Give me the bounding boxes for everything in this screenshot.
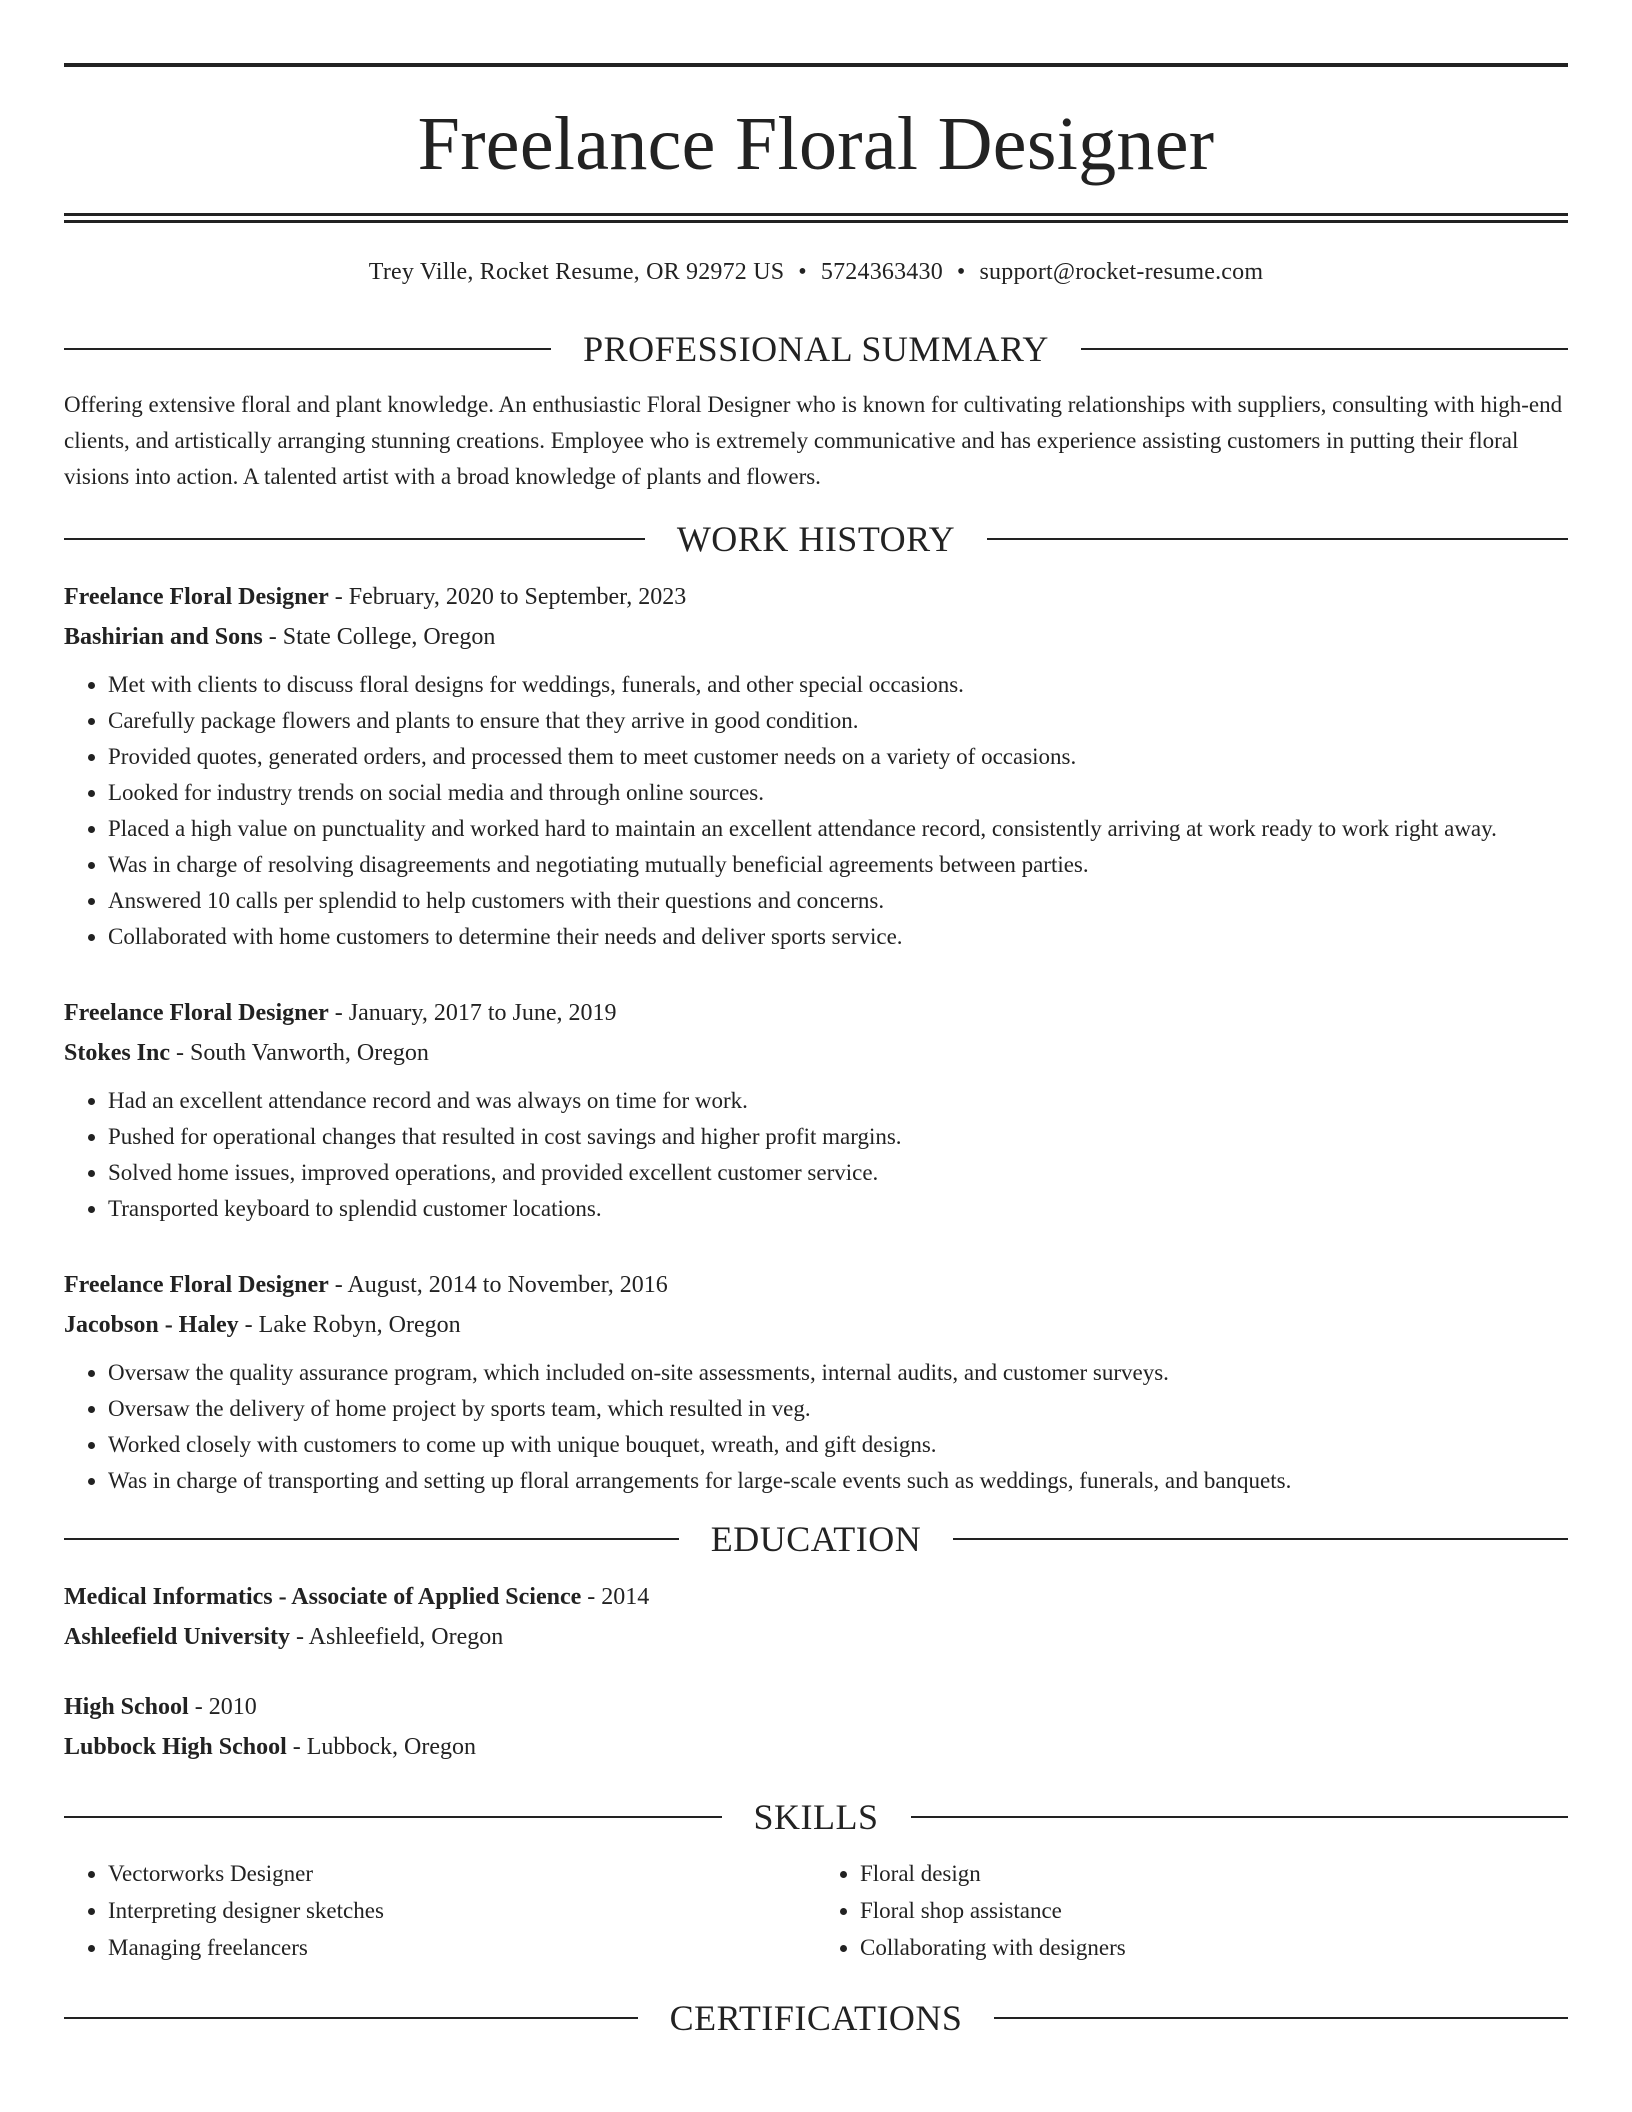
list-item: • Oversaw the quality assurance program, which included on-site assessments, internal audits, and customer surveys. <box>108 1355 1568 1391</box>
section-rule <box>1081 348 1568 350</box>
skill-item: • Floral design <box>860 1855 1568 1892</box>
job-dates: - February, 2020 to September, 2023 <box>328 584 687 610</box>
section-title: WORK HISTORY <box>676 519 956 559</box>
section-rule <box>987 538 1568 540</box>
education-entry <box>64 1687 1568 1767</box>
list-item: • Met with clients to discuss floral designs for weddings, funerals, and other special occasions. <box>108 667 1568 703</box>
skills-grid <box>64 1855 1568 1966</box>
section-heading-work <box>64 517 1568 561</box>
job-company: Jacobson - Haley <box>64 1312 239 1338</box>
job-company: Bashirian and Sons <box>64 624 263 650</box>
section-rule <box>64 1538 679 1540</box>
school-line <box>64 1727 1568 1767</box>
list-item: • Provided quotes, generated orders, and processed them to meet customer needs on a variety of occasions. <box>108 739 1568 775</box>
list-item: • Placed a high value on punctuality and worked hard to maintain an excellent attendance record, consistently arriving at work ready to work right away. <box>108 811 1568 847</box>
summary-text: Offering extensive floral and plant knowledge. An enthusiastic Floral Designer who is known for cultivating relationships with suppliers, consulting with high-end clients, and artistically arranging stunning creations. Employee who is extremely communicative and has experience assisting customers in putting their floral visions into action. A talented artist with a broad knowledge of plants and flowers. <box>64 392 1563 489</box>
list-item: • Was in charge of resolving disagreements and negotiating mutually beneficial agreements between parties. <box>108 847 1568 883</box>
contact-line <box>64 257 1568 287</box>
job-location: - State College, Oregon <box>262 624 496 650</box>
section-rule <box>64 1816 722 1818</box>
school-line <box>64 1617 1568 1657</box>
job-bullets <box>64 667 1568 955</box>
list-item: • Oversaw the delivery of home project by sports team, which resulted in veg. <box>108 1391 1568 1427</box>
contact-separator: • <box>798 259 807 285</box>
school-location: - Ashleefield, Oregon <box>289 1624 504 1650</box>
job-bullets <box>64 1083 1568 1227</box>
top-rule <box>64 63 1568 67</box>
degree: High School <box>64 1694 189 1720</box>
section-rule <box>64 2017 638 2019</box>
resume-page <box>64 0 1568 2040</box>
skill-item: • Floral shop assistance <box>860 1892 1568 1929</box>
contact-separator: • <box>956 259 966 285</box>
school: Ashleefield University <box>64 1624 290 1650</box>
skill-item: • Interpreting designer sketches <box>108 1892 816 1929</box>
job-location: - Lake Robyn, Oregon <box>238 1312 461 1338</box>
section-heading-skills <box>64 1795 1568 1839</box>
job-dates: - January, 2017 to June, 2019 <box>328 1000 617 1026</box>
section-title: PROFESSIONAL SUMMARY <box>583 329 1049 369</box>
degree-year: - 2014 <box>581 1584 650 1610</box>
education-entry <box>64 1577 1568 1657</box>
job-title: Freelance Floral Designer <box>64 584 329 610</box>
list-item: • Solved home issues, improved operations, and provided excellent customer service. <box>108 1155 1568 1191</box>
contact-address: Trey Ville, Rocket Resume, OR 92972 US <box>368 259 785 285</box>
skill-item: • Managing freelancers <box>108 1929 816 1966</box>
job-location: - South Vanworth, Oregon <box>170 1040 429 1066</box>
degree-year: - 2010 <box>188 1694 257 1720</box>
list-item: • Was in charge of transporting and setting up floral arrangements for large-scale events such as weddings, funerals, and banquets. <box>108 1463 1568 1499</box>
job-dates: - August, 2014 to November, 2016 <box>328 1272 668 1298</box>
list-item: • Collaborated with home customers to determine their needs and deliver sports service. <box>108 919 1568 955</box>
skill-item: • Collaborating with designers <box>860 1929 1568 1966</box>
section-rule <box>994 2017 1568 2019</box>
section-title: EDUCATION <box>710 1519 922 1559</box>
job-title-line <box>64 1265 1568 1305</box>
work-entry <box>64 993 1568 1227</box>
list-item: • Pushed for operational changes that resulted in cost savings and higher profit margins. <box>108 1119 1568 1155</box>
list-item: • Answered 10 calls per splendid to help customers with their questions and concerns. <box>108 883 1568 919</box>
job-company-line <box>64 617 1568 657</box>
work-entry <box>64 1265 1568 1499</box>
job-bullets <box>64 1355 1568 1499</box>
degree-line <box>64 1577 1568 1617</box>
section-heading-summary <box>64 327 1568 371</box>
degree-line <box>64 1687 1568 1727</box>
section-rule <box>953 1538 1568 1540</box>
section-title: SKILLS <box>753 1797 879 1837</box>
list-item: • Looked for industry trends on social media and through online sources. <box>108 775 1568 811</box>
job-title-line <box>64 577 1568 617</box>
header-double-rule <box>64 213 1568 223</box>
list-item: • Transported keyboard to splendid customer locations. <box>108 1191 1568 1227</box>
section-rule <box>64 538 645 540</box>
job-company-line <box>64 1033 1568 1073</box>
skill-item: • Vectorworks Designer <box>108 1855 816 1892</box>
section-rule <box>911 1816 1569 1818</box>
section-heading-education <box>64 1517 1568 1561</box>
job-company: Stokes Inc <box>64 1040 171 1066</box>
section-title: CERTIFICATIONS <box>669 1998 963 2038</box>
skills-column-left <box>64 1855 816 1966</box>
job-title: Freelance Floral Designer <box>64 1272 329 1298</box>
job-title: Freelance Floral Designer <box>64 1000 329 1026</box>
section-rule <box>64 348 551 350</box>
section-heading-certifications <box>64 1996 1568 2040</box>
job-company-line <box>64 1305 1568 1345</box>
resume-name: Freelance Floral Designer <box>417 102 1215 186</box>
school-location: - Lubbock, Oregon <box>286 1734 477 1760</box>
degree: Medical Informatics - Associate of Applied Science <box>64 1584 582 1610</box>
skills-column-right <box>816 1855 1568 1966</box>
list-item: • Worked closely with customers to come up with unique bouquet, wreath, and gift designs. <box>108 1427 1568 1463</box>
list-item: • Had an excellent attendance record and was always on time for work. <box>108 1083 1568 1119</box>
list-item: • Carefully package flowers and plants to ensure that they arrive in good condition. <box>108 703 1568 739</box>
job-title-line <box>64 993 1568 1033</box>
contact-phone: 5724363430 <box>820 259 943 285</box>
contact-email[interactable]: support@rocket-resume.com <box>979 259 1264 285</box>
school: Lubbock High School <box>64 1734 287 1760</box>
work-entry <box>64 577 1568 955</box>
